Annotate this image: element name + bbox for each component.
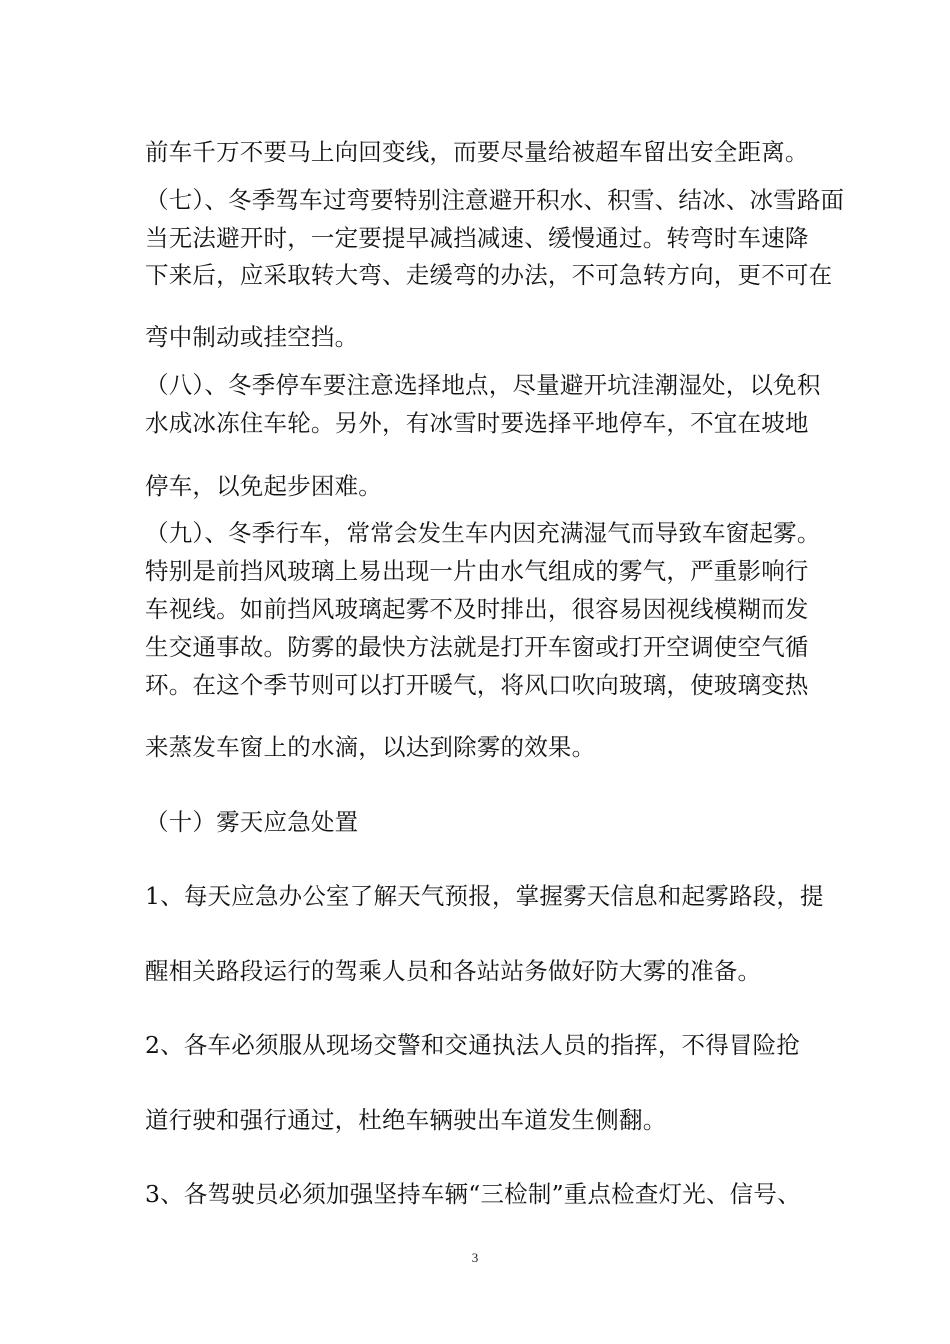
- text-line: 醒相关路段运行的驾乘人员和各站站务做好防大雾的准备。: [145, 957, 762, 985]
- text-line: 环。在这个季节则可以打开暖气，将风口吹向玻璃，使玻璃变热: [145, 671, 809, 699]
- text-line: 下来后，应采取转大弯、走缓弯的办法，不可急转方向，更不可在: [145, 261, 833, 289]
- text-line: （八）、冬季停车要注意选择地点，尽量避开坑洼潮湿处，以免积: [145, 371, 821, 399]
- text-line: 来蒸发车窗上的水滴，以达到除雾的效果。: [145, 733, 596, 761]
- text-line: 3、各驾驶员必须加强坚持车辆“三检制”重点检查灯光、信号、: [145, 1180, 801, 1208]
- text-line: 特别是前挡风玻璃上易出现一片由水气组成的雾气，严重影响行: [145, 557, 809, 585]
- text-line: 生交通事故。防雾的最快方法就是打开车窗或打开空调使空气循: [145, 633, 809, 661]
- text-line: 弯中制动或挂空挡。: [145, 323, 359, 351]
- page-number: 3: [471, 1250, 479, 1265]
- text-line: 停车，以免起步困难。: [145, 472, 382, 500]
- text-line: 1、每天应急办公室了解天气预报，掌握雾天信息和起雾路段，提: [145, 882, 824, 910]
- text-line: 前车千万不要马上向回变线，而要尽量给被超车留出安全距离。: [145, 138, 809, 166]
- text-line: （九）、冬季行车，常常会发生车内因充满湿气而导致车窗起雾。: [145, 519, 821, 547]
- text-line: （七）、冬季驾车过弯要特别注意避开积水、积雪、结冰、冰雪路面: [145, 186, 845, 214]
- text-line: 道行驶和强行通过，杜绝车辆驶出车道发生侧翻。: [145, 1106, 667, 1134]
- text-line: 当无法避开时，一定要提早减挡减速、缓慢通过。转弯时车速降: [145, 224, 809, 252]
- text-line: 水成冰冻住车轮。另外，有冰雪时要选择平地停车，不宜在坡地: [145, 409, 809, 437]
- text-line: 车视线。如前挡风玻璃起雾不及时排出，很容易因视线模糊而发: [145, 595, 809, 623]
- section-heading: （十）雾天应急处置: [145, 808, 359, 836]
- text-line: 2、各车必须服从现场交警和交通执法人员的指挥，不得冒险抢: [145, 1031, 801, 1059]
